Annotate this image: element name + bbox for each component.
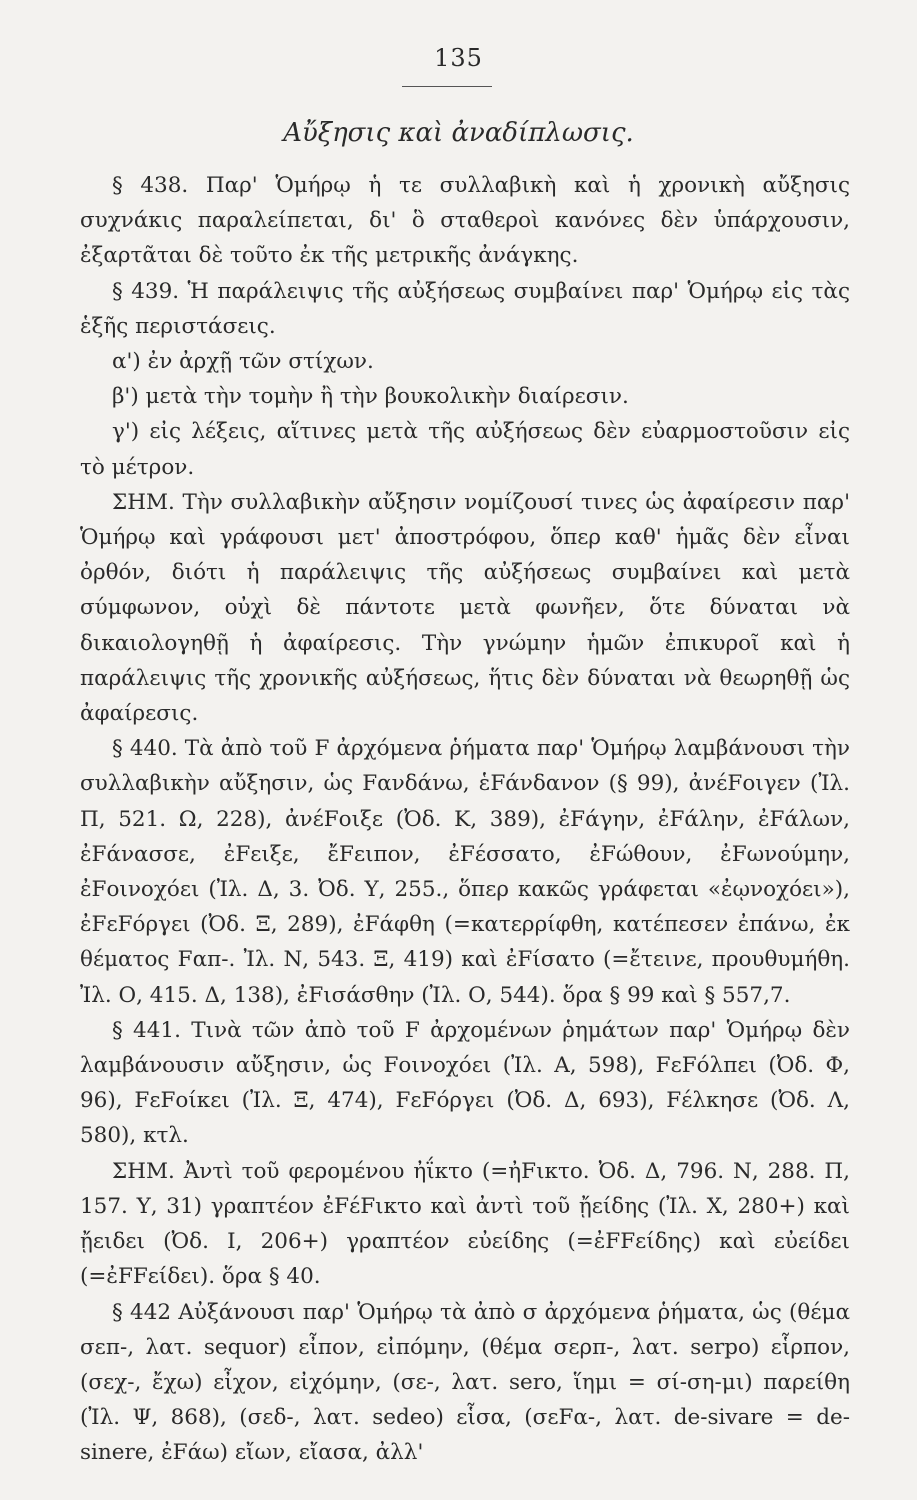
paragraph-441: § 441. Τινὰ τῶν ἀπὸ τοῦ F ἀρχομένων ῥημάτων παρ' Ὁμήρῳ δὲν λαμβάνουσιν αὔξησιν, ὡς Fοινοχόει (Ἰλ. Α, 598), FεFόλπει (Ὀδ. Φ, 96), FεFοίκει (Ἰλ. Ξ, 474), FεFόργει (Ὀδ. Δ, 693), Fέλκησε (Ὀδ. Λ, 580), κτλ. bbox=[80, 1017, 850, 1149]
list-item-c: γ') εἰς λέξεις, αἵτινες μετὰ τῆς αὐξήσεως δὲν εὐαρμοστοῦσιν εἰς τὸ μέτρον. bbox=[80, 419, 850, 480]
list-item-a: α') ἐν ἀρχῇ τῶν στίχων. bbox=[112, 349, 374, 375]
paragraph-442: § 442 Αὐξάνουσι παρ' Ὁμήρῳ τὰ ἀπὸ σ ἀρχόμενα ῥήματα, ὡς (θέμα σεπ-, λατ. sequor) εἶπον, εἰπόμην, (θέμα σερπ-, λατ. serpo) εἷρπον, (σεχ-, ἔχω) εἶχον, εἰχόμην, (σε-, λατ. sero, ἵημι = σί-ση-μι) παρείθη (Ἰλ. Ψ, 868), (σεδ-, λατ. sedeo) εἷσα, (σεFα-, λατ. de-sivare = de-sinere, ἐFάω) εἴων, εἴασα, ἀλλ' bbox=[80, 1299, 850, 1466]
section-heading: Αὔξησις καὶ ἀναδίπλωσις. bbox=[283, 118, 634, 148]
page-number: 135 bbox=[434, 44, 483, 72]
paragraph-439: § 439. Ἡ παράλειψις τῆς αὐξήσεως συμβαίνει παρ' Ὁμήρῳ εἰς τὰς ἑξῆς περιστάσεις. bbox=[80, 278, 850, 339]
note-1: ΣΗΜ. Τὴν συλλαβικὴν αὔξησιν νομίζουσί τινες ὡς ἀφαίρεσιν παρ' Ὁμήρῳ καὶ γράφουσι μετ' ἀποστρόφου, ὅπερ καθ' ἡμᾶς δὲν εἶναι ὀρθόν, διότι ἡ παράλειψις τῆς αὐξήσεως συμβαίνει καὶ μετὰ σύμφωνον, οὐχὶ δὲ πάντοτε μετὰ φωνῆεν, ὅτε δύναται νὰ δικαιολογηθῇ ἡ ἀφαίρεσις. Τὴν γνώμην ἡμῶν ἐπικυροῖ καὶ ἡ παράλειψις τῆς χρονικῆς αὐξήσεως, ἥτις δὲν δύναται νὰ θεωρηθῇ ὡς ἀφαίρεσις. bbox=[80, 489, 850, 727]
page-body bbox=[80, 168, 850, 1471]
paragraph-438: § 438. Παρ' Ὁμήρῳ ἡ τε συλλαβικὴ καὶ ἡ χρονικὴ αὔξησις συχνάκις παραλείπεται, δι' ὃ σταθεροὶ κανόνες δὲν ὑπάρχουσιν, ἐξαρτᾶται δὲ τοῦτο ἐκ τῆς μετρικῆς ἀνάγκης. bbox=[80, 173, 850, 269]
paragraph-440: § 440. Τὰ ἀπὸ τοῦ F ἀρχόμενα ῥήματα παρ' Ὁμήρῳ λαμβάνουσι τὴν συλλαβικὴν αὔξησιν, ὡς Fανδάνω, ἑFάνδανον (§ 99), ἀνέFοιγεν (Ἰλ. Π, 521. Ω, 228), ἀνέFοιξε (Ὀδ. Κ, 389), ἐFάγην, ἐFάλην, ἐFάλων, ἐFάνασσε, ἐFειξε, ἔFειπον, ἐFέσσατο, ἐFώθουν, ἐFωνούμην, ἐFοινοχόει (Ἰλ. Δ, 3. Ὀδ. Υ, 255., ὅπερ κακῶς γράφεται «ἐῳνοχόει»), ἐFεFόργει (Ὀδ. Ξ, 289), ἐFάφθη (=κατερρίφθη, κατέπεσεν ἐπάνω, ἐκ θέματος Fαπ-. Ἰλ. Ν, 543. Ξ, 419) καὶ ἐFίσατο (=ἔτεινε, προυθυμήθη. Ἰλ. Ο, 415. Δ, 138), ἐFισάσθην (Ἰλ. Ο, 544). ὅρα § 99 καὶ § 557,7. bbox=[80, 736, 850, 1008]
header-rule bbox=[402, 86, 492, 87]
note-2: ΣΗΜ. Ἀντὶ τοῦ φερομένου ἠΐκτο (=ἠFικτο. Ὀδ. Δ, 796. Ν, 288. Π, 157. Υ, 31) γραπτέον ἐFέFικτο καὶ ἀντὶ τοῦ ᾔείδης (Ἰλ. Χ, 280+) καὶ ᾔειδει (Ὀδ. Ι, 206+) γραπτέον εὐείδης (=ἐFFείδης) καὶ εὐείδει (=ἐFFείδει). ὅρα § 40. bbox=[80, 1158, 850, 1290]
list-item-b: β') μετὰ τὴν τομὴν ἢ τὴν βουκολικὴν διαίρεσιν. bbox=[112, 384, 629, 410]
